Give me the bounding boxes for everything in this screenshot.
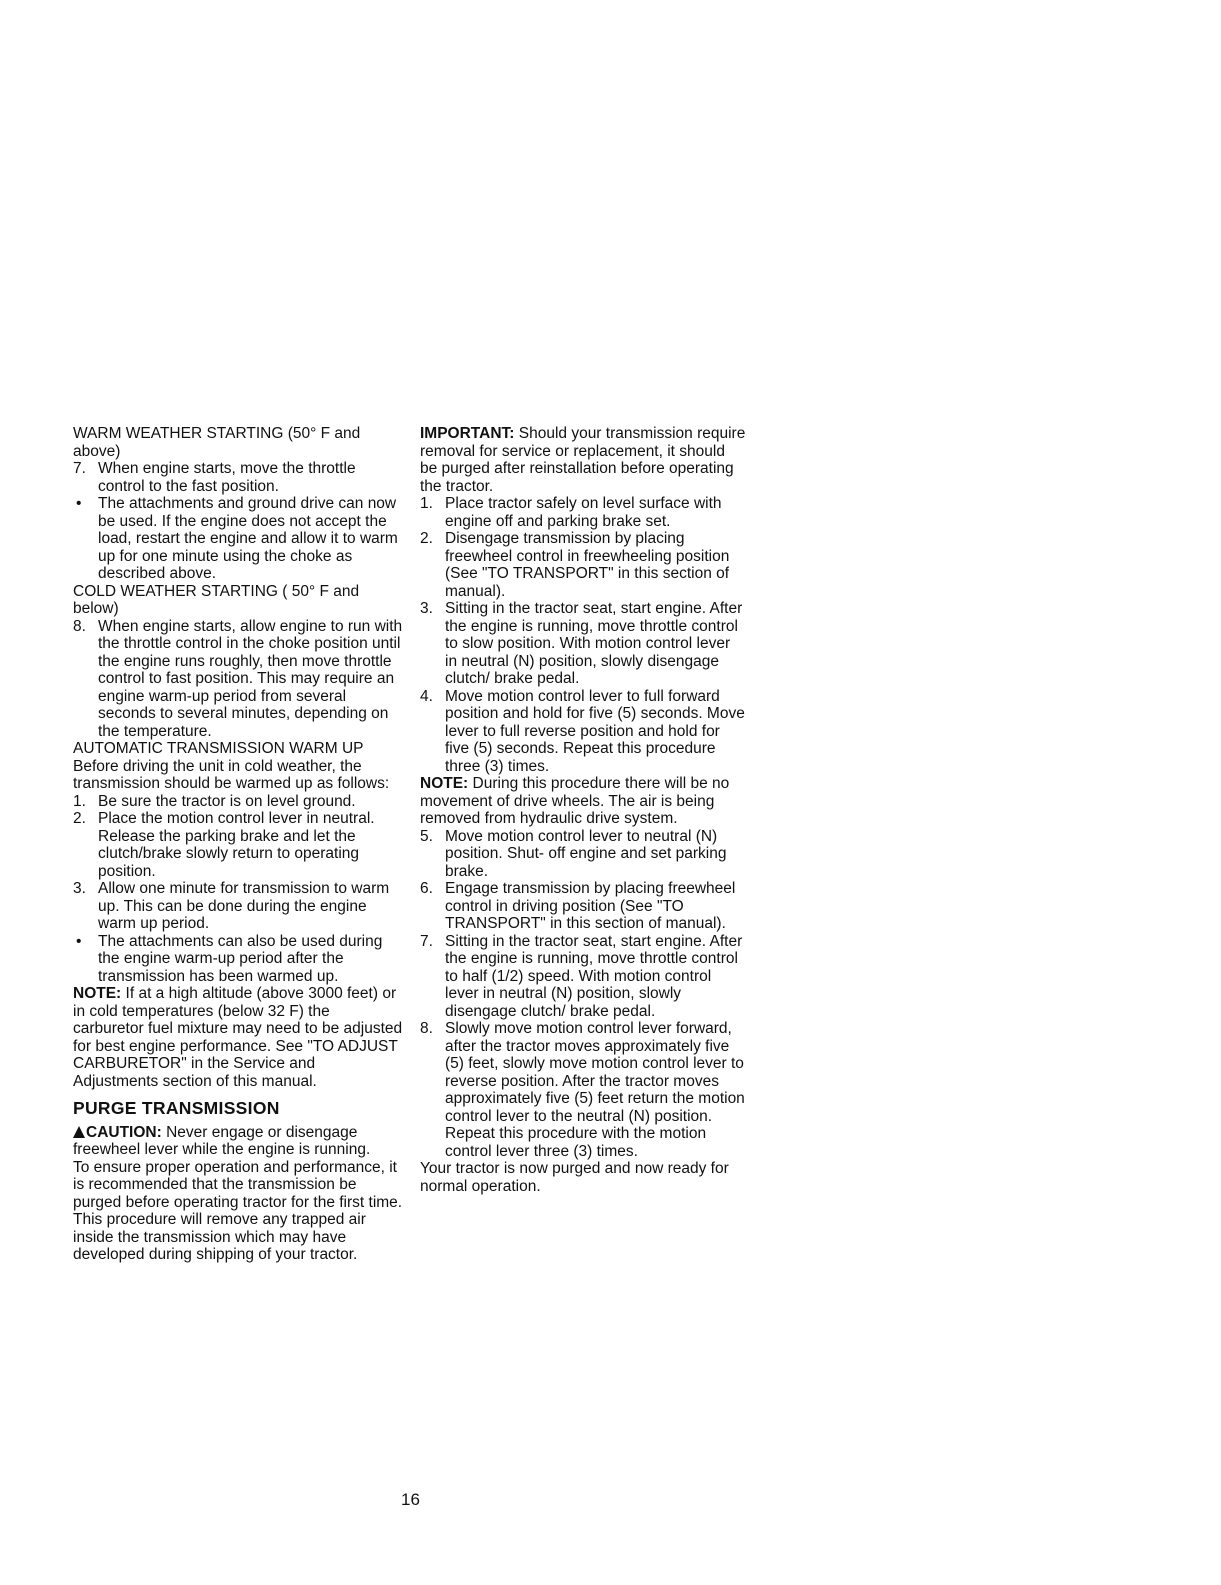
note-label: NOTE: [73, 985, 122, 1002]
note-paragraph [73, 985, 403, 1090]
auto-intro: Before driving the unit in cold weather, the transmission should be warmed up as follows: [73, 757, 390, 792]
step-text: Slowly move motion control lever forward, after the tractor moves approximately five (5) feet, slowly move motion control lever to reverse position. After the tractor moves approximately five (5) feet return the motion control lever to the neutral (N) position. Repeat this procedure with the motion control lever three (3) times. [445, 1020, 745, 1160]
auto-step-1 [73, 793, 403, 811]
left-column [73, 425, 403, 1267]
caution-paragraph [73, 1124, 403, 1159]
step-text: Move motion control lever to neutral (N) position. Shut- off engine and set parking brake. [445, 827, 727, 880]
note-text: If at a high altitude (above 3000 feet) or in cold temperatures (below 32 F) the carburetor fuel mixture may need to be adjusted for best engine performance. See "TO ADJUST CARBURETOR" in the Service and Adjustments section of this manual. [73, 985, 403, 1090]
step-text: Move motion control lever to full forward position and hold for five (5) seconds. Move lever to full reverse position and hold for five (5) seconds. Repeat this procedure three (3) times. [445, 687, 745, 775]
step-text: Sitting in the tractor seat, start engine. After the engine is running, move throttle control to half (1/2) speed. With motion control lever in neutral (N) position, slowly disengage clutch/ brake pedal. [445, 932, 743, 1020]
page-number: 16 [401, 1490, 420, 1509]
bullet-icon: • [76, 932, 82, 950]
warm-weather-heading: WARM WEATHER STARTING (50° F and above) [73, 425, 361, 460]
step-text: When engine starts, allow engine to run with the throttle control in the choke position until the engine runs roughly, then move throttle control to fast position. This may require an engine warm-up period from several seconds to several minutes, depending on the temperature. [98, 617, 403, 740]
step-text: Place tractor safely on level surface with engine off and parking brake set. [445, 495, 722, 530]
closing-paragraph: Your tractor is now purged and now ready for normal operation. [420, 1160, 729, 1195]
step-text: Disengage transmission by placing freewheel control in freewheeling position (See "TO TRANSPORT" in this section of manual). [445, 530, 730, 600]
warm-bullet [73, 495, 403, 583]
purge-step-5 [420, 828, 746, 881]
step-number: 7. [420, 932, 433, 950]
step-number: 8. [420, 1020, 433, 1037]
step-text: Sitting in the tractor seat, start engine. After the engine is running, move throttle control to slow position. With motion control lever in neutral (N) position, slowly disengage clutch/ brake pedal. [445, 600, 743, 687]
step-number: 5. [420, 827, 433, 845]
step-number: 8. [73, 617, 86, 635]
purge-step-1 [420, 495, 746, 530]
note-paragraph [420, 775, 746, 828]
step-number: 6. [420, 880, 433, 897]
step-number: 4. [420, 687, 433, 705]
purge-step-6 [420, 880, 746, 933]
step-number: 1. [420, 495, 433, 512]
note-text: During this procedure there will be no movement of drive wheels. The air is being removed from hydraulic drive system. [420, 775, 730, 827]
auto-transmission-heading: AUTOMATIC TRANSMISSION WARM UP [73, 740, 364, 757]
auto-step-2 [73, 810, 403, 880]
step-text: Be sure the tractor is on level ground. [98, 792, 356, 810]
step-text: Allow one minute for transmission to warm up. This can be done during the engine warm up period. [98, 880, 390, 932]
important-text: Should your transmission require removal for service or replacement, it should be purged after reinstallation before operating the tractor. [420, 425, 746, 495]
warm-step-7 [73, 460, 403, 495]
bullet-icon: • [76, 495, 82, 512]
step-text: Place the motion control lever in neutral. Release the parking brake and let the clutch/brake slowly return to operating position. [98, 810, 375, 880]
step-text: When engine starts, move the throttle control to the fast position. [98, 460, 356, 495]
step-number: 3. [73, 880, 86, 897]
step-number: 3. [420, 600, 433, 617]
step-number: 2. [73, 810, 86, 827]
right-column [420, 425, 746, 1195]
auto-bullet [73, 933, 403, 986]
cold-step-8 [73, 618, 403, 741]
cold-weather-heading: COLD WEATHER STARTING ( 50° F and below) [73, 582, 360, 617]
important-label: IMPORTANT: [420, 425, 515, 442]
step-number: 7. [73, 460, 86, 477]
purge-step-8 [420, 1020, 746, 1160]
note-label: NOTE: [420, 775, 469, 792]
purge-intro: To ensure proper operation and performance, it is recommended that the transmission be purged before operating tractor for the first time. This procedure will remove any trapped air inside the transmission which may have developed during shipping of your tractor. [73, 1158, 403, 1263]
auto-step-3 [73, 880, 403, 933]
bullet-text: The attachments and ground drive can now be used. If the engine does not accept the load, restart the engine and allow it to warm up for one minute using the choke as described above. [98, 495, 398, 582]
purge-transmission-title: PURGE TRANSMISSION [73, 1098, 280, 1118]
bullet-text: The attachments can also be used during the engine warm-up period after the transmission has been warmed up. [98, 932, 383, 985]
important-paragraph [420, 425, 746, 495]
purge-step-2 [420, 530, 746, 600]
purge-step-7 [420, 933, 746, 1021]
caution-text: Never engage or disengage freewheel lever while the engine is running. [73, 1123, 371, 1158]
caution-label: CAUTION: [86, 1123, 162, 1141]
warning-triangle-icon [73, 1126, 85, 1138]
step-text: Engage transmission by placing freewheel control in driving position (See "TO TRANSPORT" in this section of manual). [445, 880, 736, 932]
purge-step-4 [420, 688, 746, 776]
step-number: 2. [420, 530, 433, 547]
step-number: 1. [73, 792, 86, 810]
purge-step-3 [420, 600, 746, 688]
